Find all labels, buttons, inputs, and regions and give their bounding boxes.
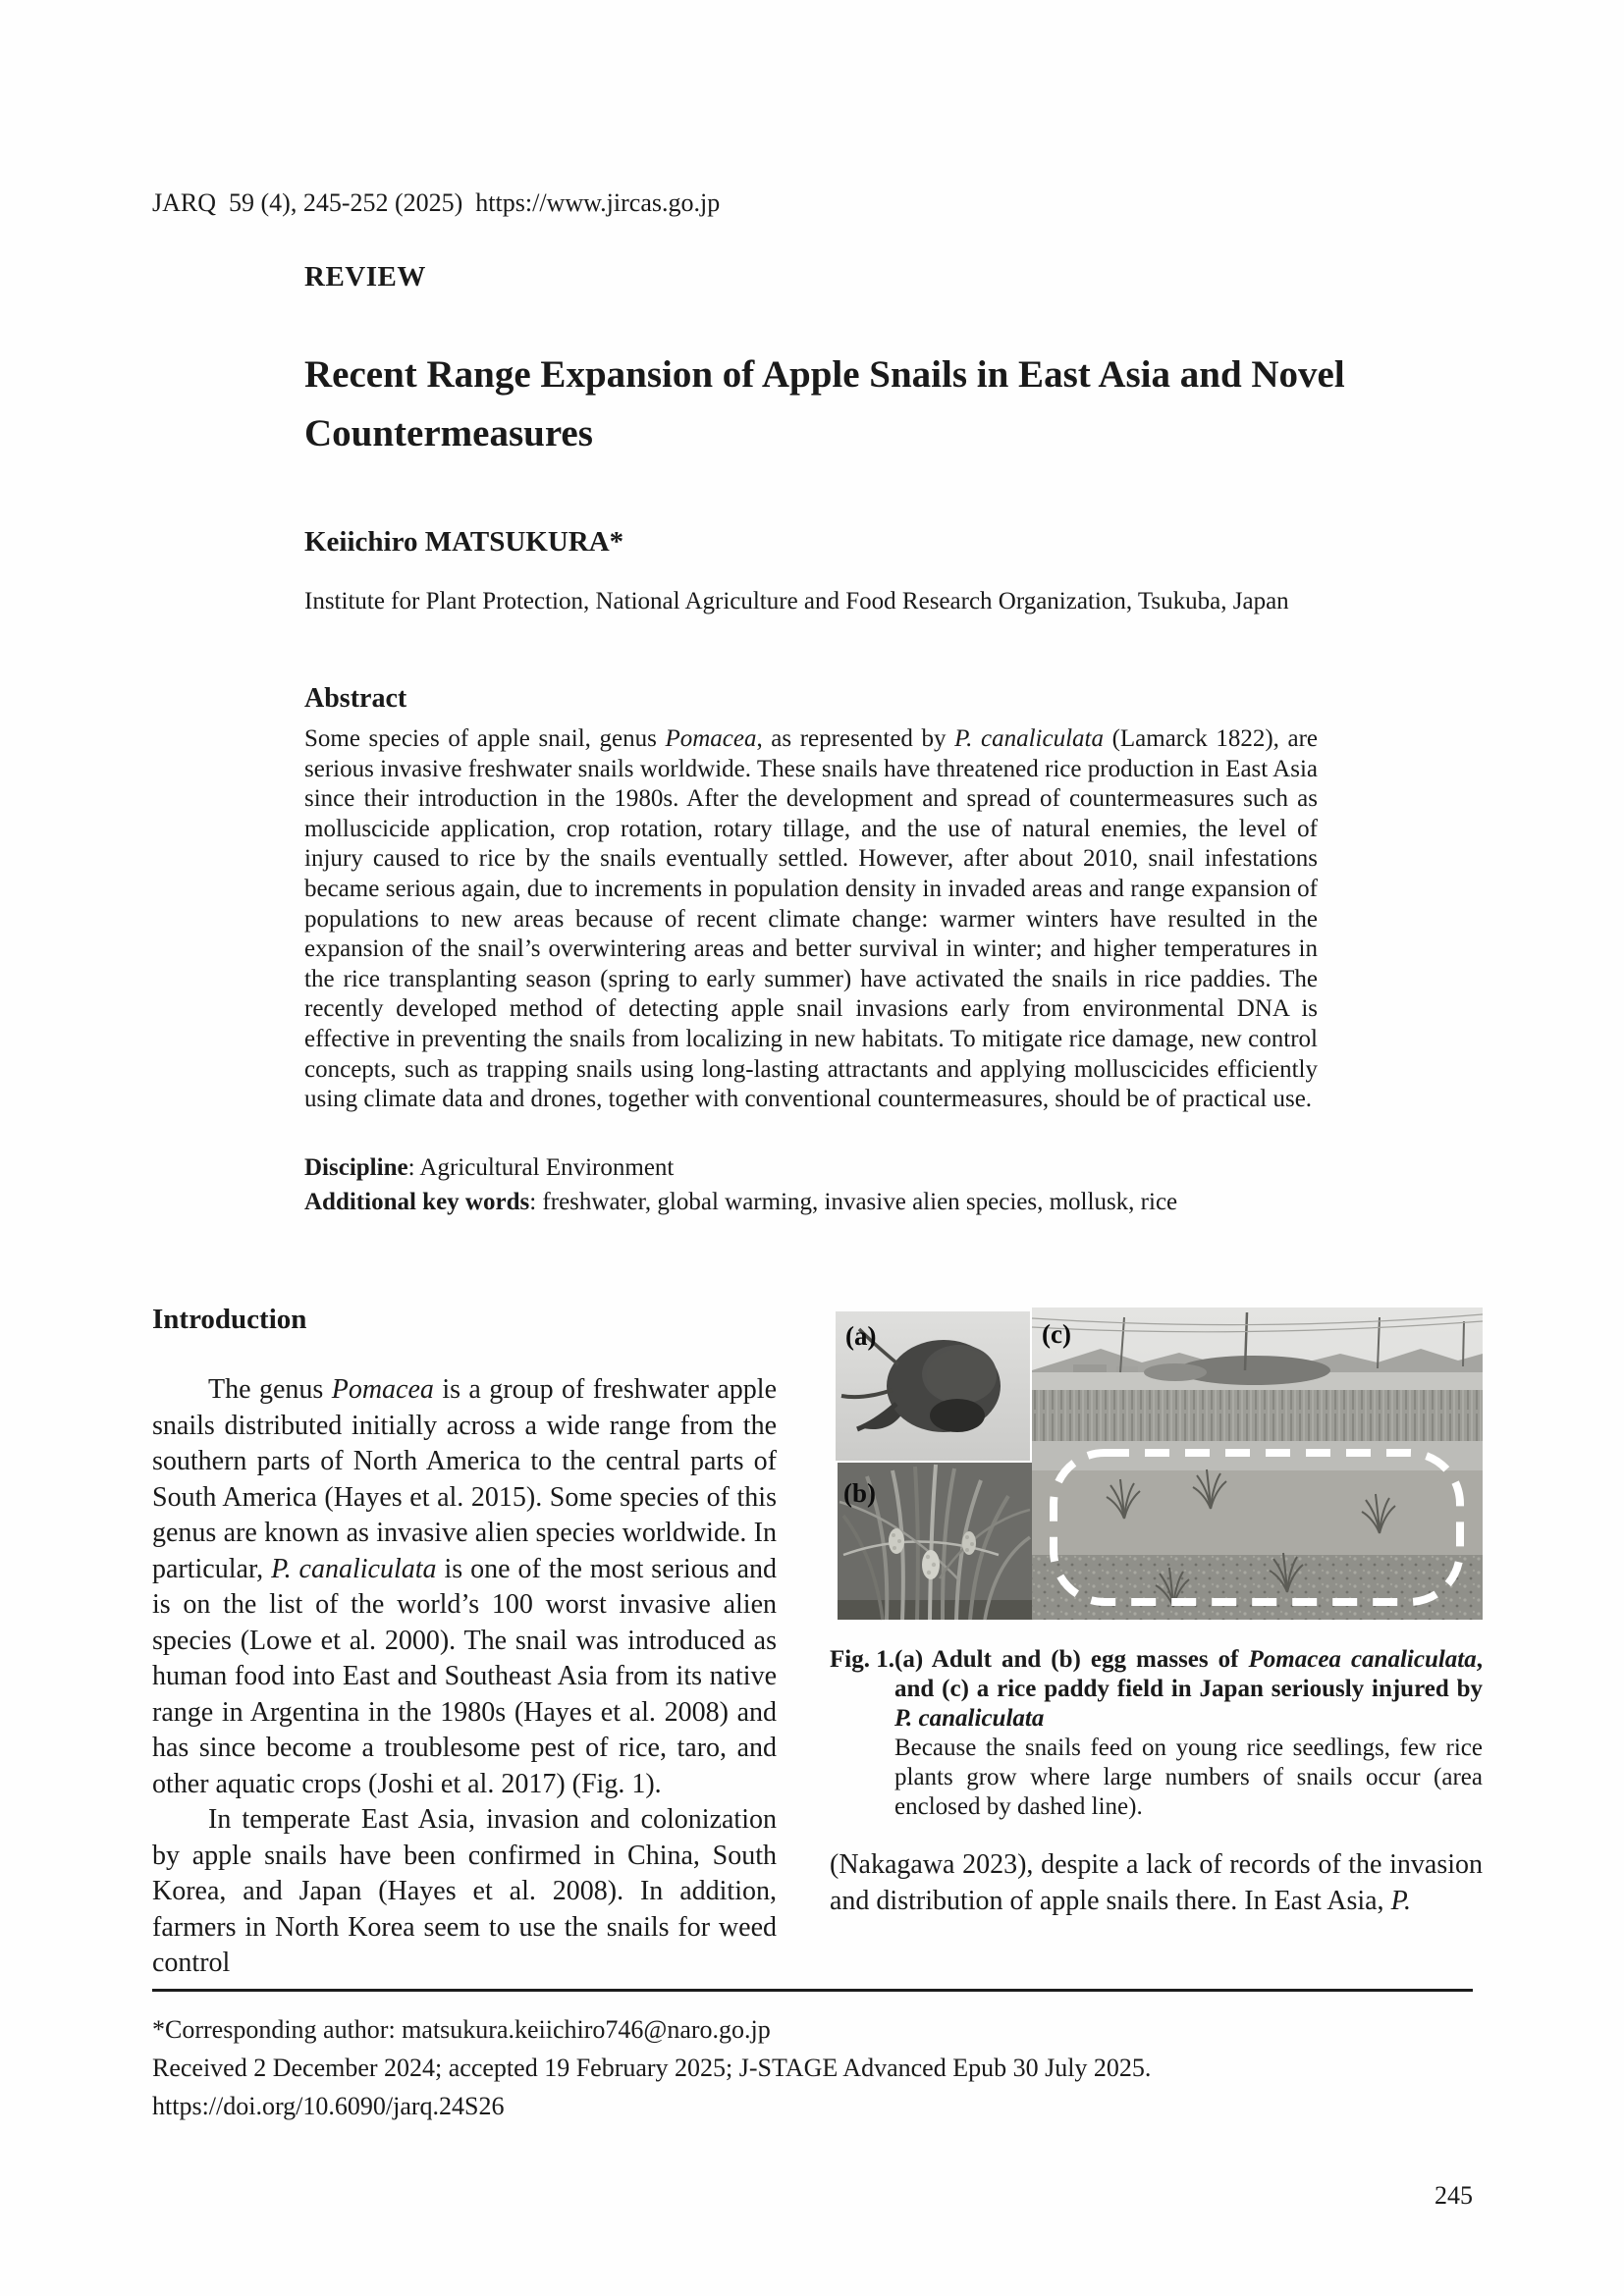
abstract-text: Some species of apple snail, genus Pomacea, as represented by P. canaliculata (Lamarck 1822), are serious invasive freshwater snails worldwide. These snails have threatened rice production in East Asia since their introduction in the 1980s. After the development and spread of countermeasures such as molluscicide application, crop rotation, rotary tillage, and the use of natural enemies, the level of injury caused to rice by the snails eventually settled. However, after about 2010, snail infestations became serious again, due to increments in population density in invaded areas and range expansion of populations to new areas because of recent climate change: warmer winters have resulted in the expansion of the snail’s overwintering areas and better survival in winter; and higher temperatures in the rice transplanting season (spring to early summer) have activated the snails in rice paddies. The recently developed method of detecting apple snail invasions early from environmental DNA is effective in preventing the snails from localizing in new habitats. To mitigate rice damage, new control concepts, such as trapping snails using long-lasting attractants and applying molluscicides efficiently using climate data and drones, together with conventional countermeasures, should be of practical use. [304, 725, 1318, 1113]
figure-caption-note: Because the snails feed on young rice seedlings, few rice plants grow where large numbers of snails occur (area enclosed by dashed line). [894, 1735, 1483, 1820]
panel-c-label: (c) [1042, 1319, 1071, 1349]
page-number: 245 [1435, 2181, 1473, 2210]
doi-text: https://doi.org/10.6090/jarq.24S26 [152, 2092, 505, 2120]
panel-b-label: (b) [843, 1478, 876, 1508]
figure-caption-label: Fig. 1. [830, 1646, 894, 1673]
panel-a-label: (a) [845, 1321, 877, 1351]
header-citation: JARQ 59 (4), 245-252 (2025) https://www.jircas.go.jp [152, 188, 721, 217]
figure-caption-title: (a) Adult and (b) egg masses of Pomacea canaliculata, and (c) a rice paddy field in Japan seriously injured by P. canaliculata [894, 1646, 1483, 1732]
corresponding-author-note: *Corresponding author: matsukura.keiichiro746@naro.go.jp [152, 2015, 771, 2044]
abstract-heading: Abstract [304, 683, 407, 714]
discipline-value: : Agricultural Environment [407, 1154, 675, 1181]
keywords-line [304, 1189, 1177, 1216]
article-type-label: REVIEW [304, 261, 426, 293]
intro-paragraph-2: In temperate East Asia, invasion and colonization by apple snails have been confirmed in China, South Korea, and Japan (Hayes et al. 2008). In addition, farmers in North Korea seem to use the snails for weed control [152, 1804, 777, 1978]
left-column [152, 1302, 777, 1982]
reed-band [1032, 1390, 1483, 1441]
figure-panel-c [1032, 1308, 1483, 1620]
discipline-line [304, 1154, 674, 1182]
figure-panel-a [836, 1311, 1030, 1461]
keywords-value: : freshwater, global warming, invasive alien species, mollusk, rice [529, 1189, 1178, 1215]
discipline-label: Discipline [304, 1154, 408, 1181]
footnote-block [152, 2010, 1473, 2125]
article-title: Recent Range Expansion of Apple Snails in East Asia and Novel Countermeasures [304, 353, 1345, 454]
author-affiliation: Institute for Plant Protection, National Agriculture and Food Research Organization, Tsukuba, Japan [304, 588, 1289, 614]
author-name: Keiichiro MATSUKURA* [304, 526, 624, 558]
intro-paragraph-3: (Nakagawa 2023), despite a lack of records of the invasion and distribution of apple snails there. In East Asia, P. [830, 1849, 1483, 1916]
figure-panel-b [838, 1463, 1032, 1620]
right-column [830, 1308, 1483, 1919]
keywords-label: Additional key words [304, 1189, 530, 1215]
received-accepted-dates: Received 2 December 2024; accepted 19 February 2025; J-STAGE Advanced Epub 30 July 2025. [152, 2054, 1152, 2082]
foreground-weeds [1032, 1555, 1483, 1620]
introduction-heading: Introduction [152, 1304, 307, 1335]
footnote-divider [152, 1989, 1473, 1992]
figure-1-caption [830, 1645, 1483, 1822]
figure-1-image [830, 1308, 1483, 1622]
intro-paragraph-1: The genus Pomacea is a group of freshwater apple snails distributed initially across a wide range from the southern parts of North America to the central parts of South America (Hayes et al. 2015). Some species of this genus are known as invasive alien species worldwide. In particular, P. canaliculata is one of the most serious and is on the list of the world’s 100 worst invasive alien species (Lowe et al. 2000). The snail was introduced as human food into East and Southeast Asia from its native range in Argentina in the 1980s (Hayes et al. 2008) and has since become a troublesome pest of rice, taro, and other aquatic crops (Joshi et al. 2017) (Fig. 1). [152, 1374, 778, 1799]
